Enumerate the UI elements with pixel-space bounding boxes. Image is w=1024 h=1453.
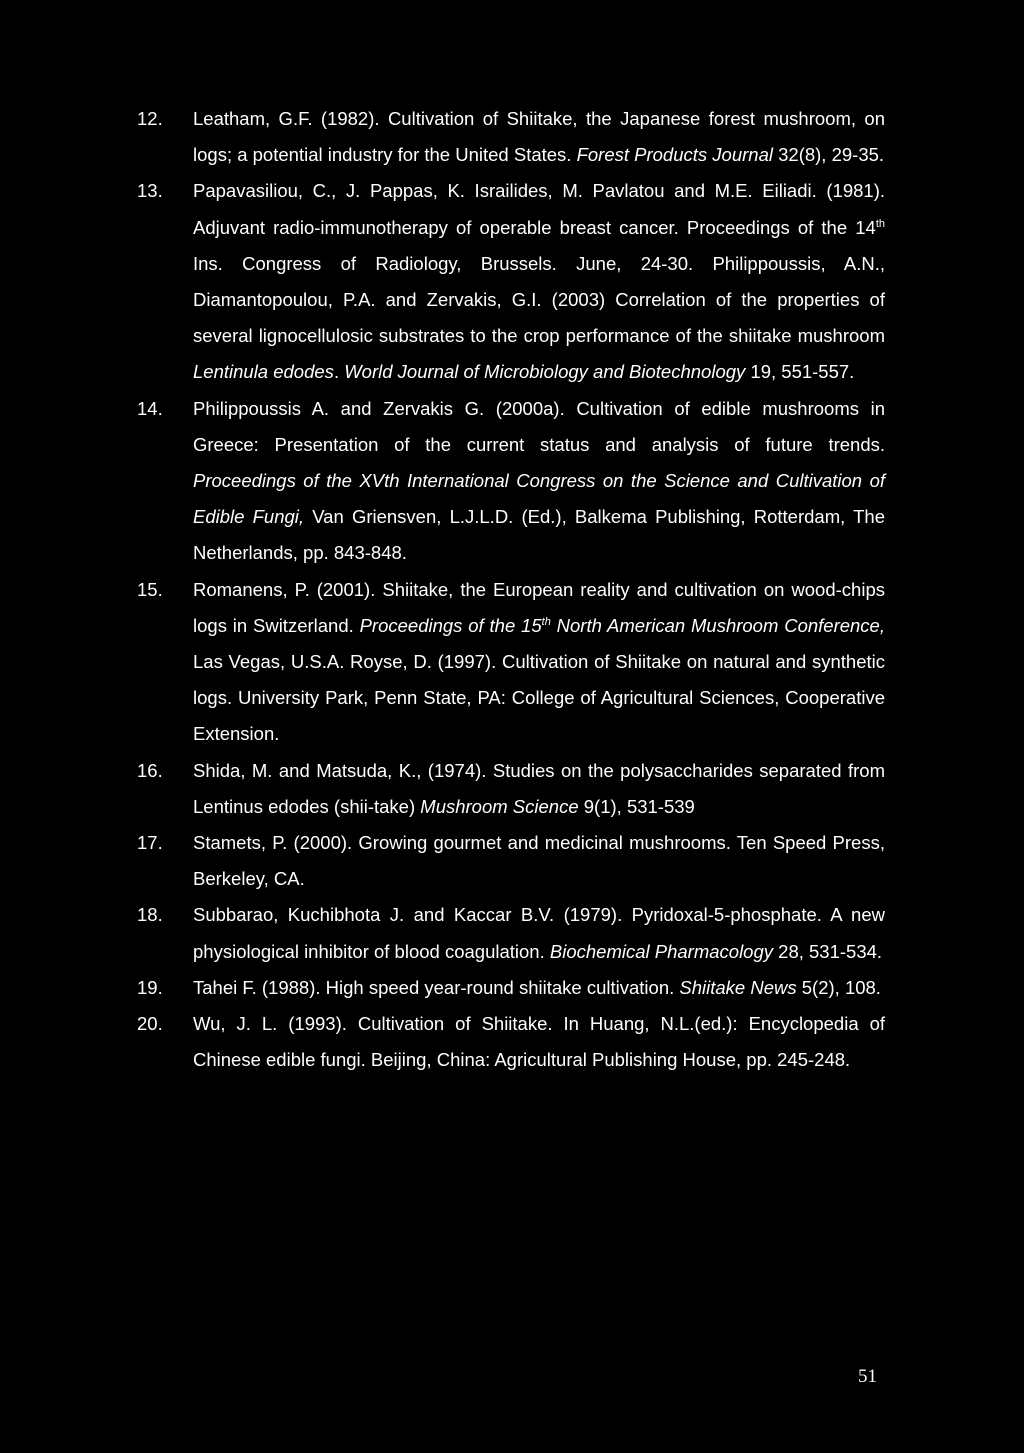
reference-title-segment: Shiitake News (679, 976, 797, 998)
reference-item (137, 970, 885, 1006)
reference-number: 15. (137, 578, 163, 600)
reference-segment: Van Griensven, L.J.L.D. (Ed.), Balkema Publishing, Rotterdam, The Netherlands, pp. 843-848. (193, 506, 885, 564)
reference-segment: Subbarao, Kuchibhota J. and Kaccar B.V. (1979). Pyridoxal-5-phosphate. A new physiological inhibitor of blood coagulation. (193, 904, 885, 962)
reference-text (193, 753, 885, 825)
reference-item (137, 825, 885, 897)
reference-item (137, 101, 885, 173)
reference-segment: Leatham, G.F. (1982). Cultivation of Shiitake, the Japanese forest mushroom, on logs; a potential industry for the United States. (193, 108, 885, 166)
reference-segment: 32(8), 29-35. (772, 144, 885, 166)
reference-segment: Shida, M. and Matsuda, K., (1974). Studies on the polysaccharides separated from Lentinus edodes (shii-take) (193, 759, 885, 817)
reference-title-segment: Mushroom Science (420, 795, 579, 817)
reference-text (193, 391, 885, 572)
reference-number: 18. (137, 904, 163, 926)
reference-item (137, 1006, 885, 1078)
reference-text (193, 970, 885, 1006)
reference-text (193, 572, 885, 753)
reference-segment: th (875, 217, 885, 230)
reference-segment: Philippoussis A. and Zervakis G. (2000a). Cultivation of edible mushrooms in Greece: Presentation of the current status and analysis of future trends. (193, 397, 885, 455)
reference-title-segment: Biochemical Pharmacology (549, 940, 774, 962)
reference-text (193, 897, 885, 969)
reference-text (193, 101, 885, 173)
reference-item (137, 897, 885, 969)
reference-title-segment: th (541, 615, 551, 628)
reference-title-segment: Lentinula edodes (193, 361, 334, 383)
reference-segment: 19, 551-557. (745, 361, 855, 383)
reference-segment: Papavasiliou, C., J. Pappas, K. Israilides, M. Pavlatou and M.E. Eiliadi. (1981). Adjuvant radio-immunotherapy of operable breast cancer. Proceedings of the 14 (193, 180, 885, 238)
reference-title-segment: World Journal of Microbiology and Biotechnology (344, 361, 746, 383)
reference-segment: Wu, J. L. (1993). Cultivation of Shiitake. In Huang, N.L.(ed.): Encyclopedia of Chinese edible fungi. Beijing, China: Agricultural Publishing House, pp. 245-248. (193, 1013, 885, 1071)
reference-segment: . (333, 361, 345, 383)
reference-text (193, 1006, 885, 1078)
reference-number: 16. (137, 759, 163, 781)
reference-title-segment: North American Mushroom Conference, (550, 614, 885, 636)
reference-number: 20. (137, 1013, 163, 1035)
reference-list (137, 101, 885, 1078)
reference-segment: 5(2), 108. (796, 976, 881, 998)
reference-title-segment: Proceedings of the XVth International Congress on the Science and Cultivation of Edible Fungi, (193, 470, 885, 528)
reference-title-segment: Forest Products Journal (576, 144, 773, 166)
reference-item (137, 173, 885, 390)
reference-item (137, 572, 885, 753)
reference-segment: 28, 531-534. (773, 940, 883, 962)
reference-text (193, 825, 885, 897)
reference-segment: Ins. Congress of Radiology, Brussels. June, 24-30. Philippoussis, A.N., Diamantopoulou, P.A. and Zervakis, G.I. (2003) Correlation of the properties of several lignocellulosic substrates to the crop performance of the shiitake mushroom (193, 252, 885, 347)
reference-number: 12. (137, 108, 163, 129)
reference-segment: Tahei F. (1988). High speed year-round shiitake cultivation. (193, 976, 680, 998)
page-number: 51 (858, 1366, 877, 1387)
reference-segment: Romanens, P. (2001). Shiitake, the European reality and cultivation on wood-chips logs in Switzerland. (193, 578, 885, 636)
reference-text (193, 173, 885, 390)
reference-title-segment: Proceedings of the 15 (359, 614, 542, 636)
reference-item (137, 753, 885, 825)
reference-segment: 9(1), 531-539 (578, 795, 695, 817)
reference-number: 19. (137, 976, 163, 998)
reference-number: 17. (137, 832, 163, 854)
reference-number: 13. (137, 180, 163, 202)
reference-number: 14. (137, 397, 163, 419)
reference-item (137, 391, 885, 572)
reference-segment: Las Vegas, U.S.A. Royse, D. (1997). Cultivation of Shiitake on natural and synthetic logs. University Park, Penn State, PA: College of Agricultural Sciences, Cooperative Extension. (193, 651, 885, 745)
reference-segment: Stamets, P. (2000). Growing gourmet and medicinal mushrooms. Ten Speed Press, Berkeley, CA. (193, 832, 885, 890)
